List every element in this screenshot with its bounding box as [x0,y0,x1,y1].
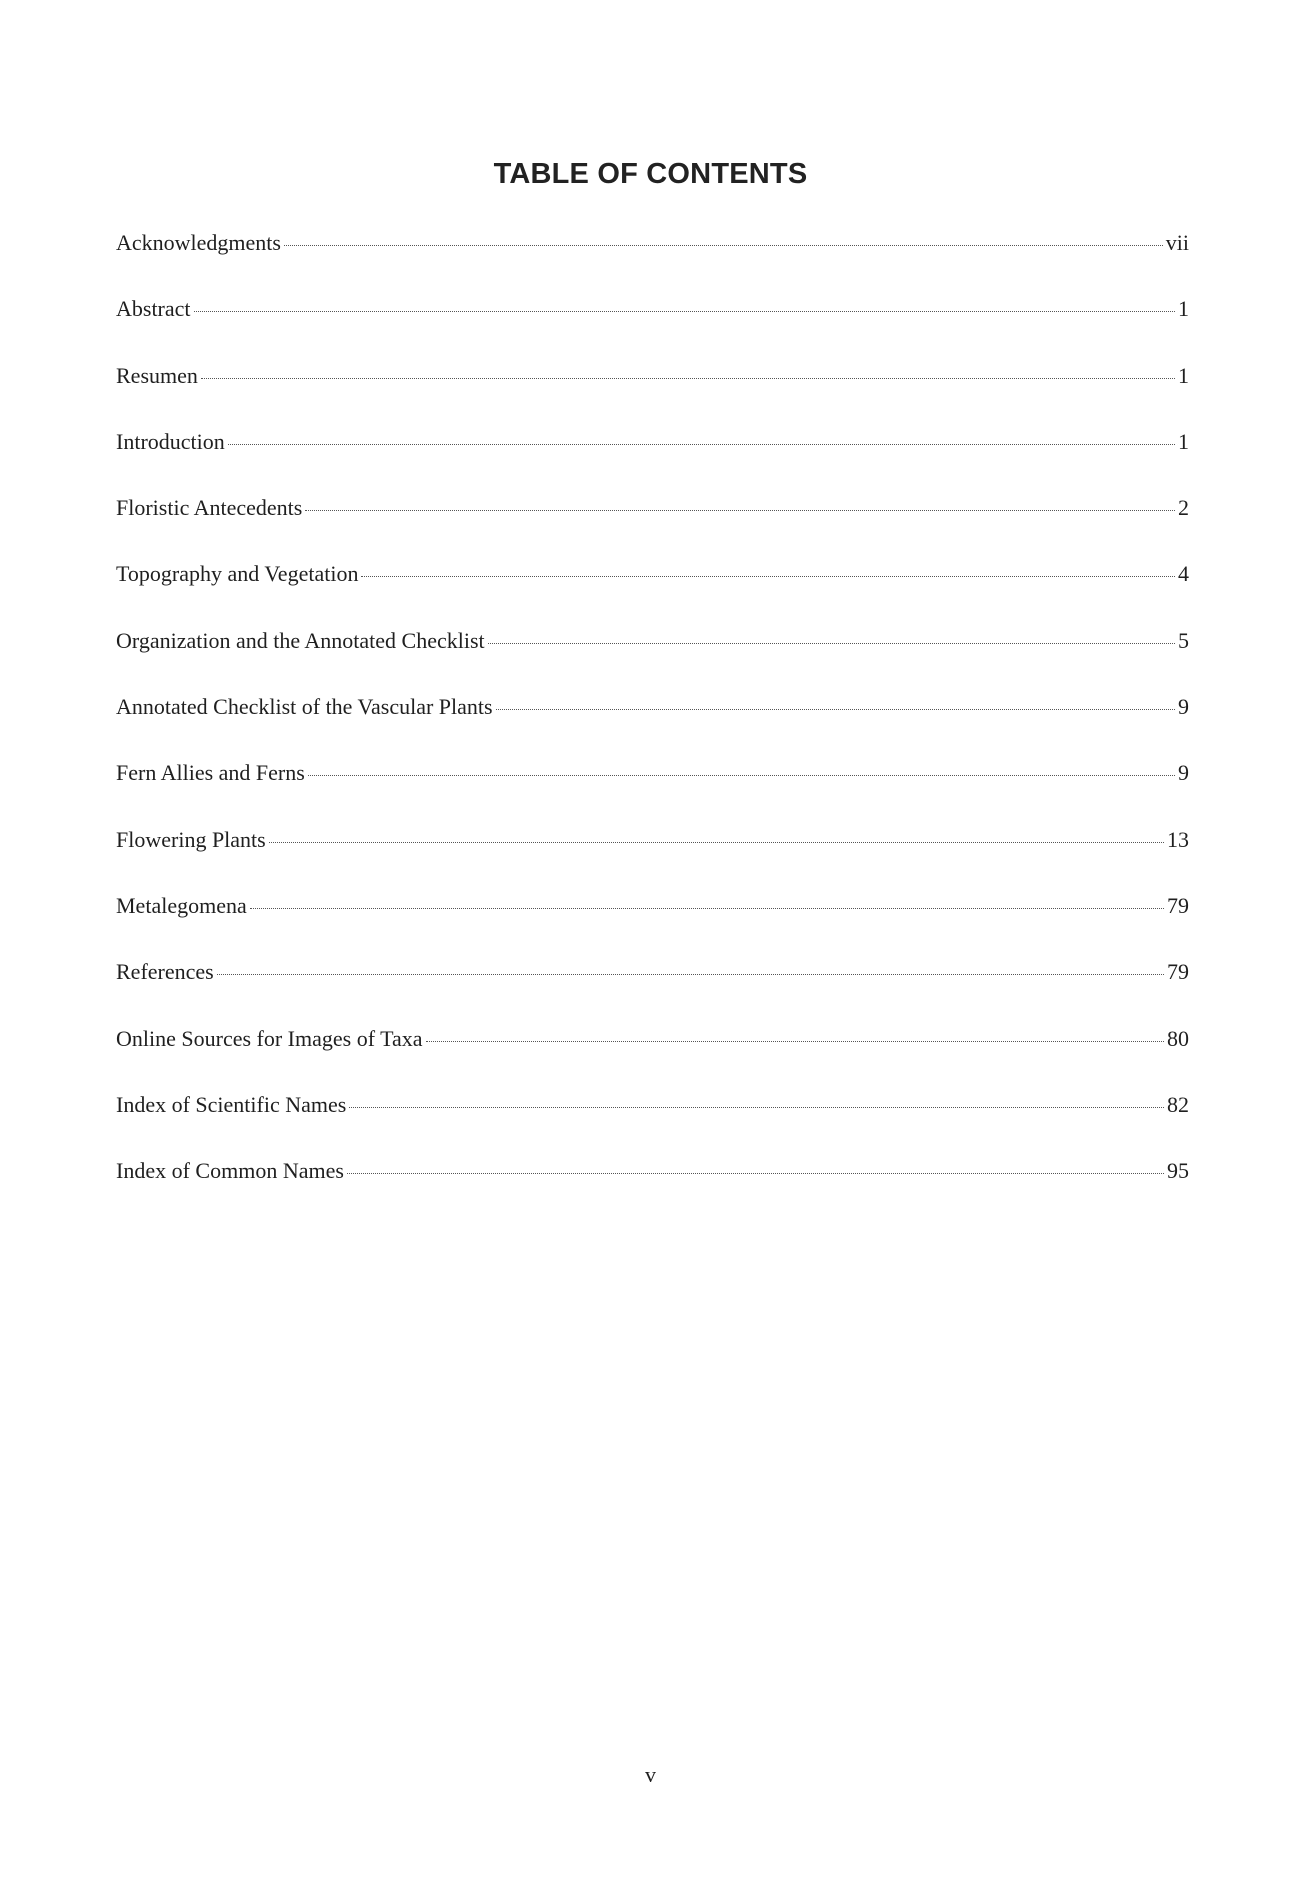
toc-entry-page: 5 [1178,627,1189,653]
toc-entry [116,628,1189,694]
dot-leader [194,311,1175,312]
toc-entry-page: 2 [1178,495,1189,521]
toc-entry-page: 80 [1167,1025,1189,1051]
toc-entry [116,1026,1189,1092]
toc-entry-label: Metalegomena [116,892,247,918]
toc-entry-label: Topography and Vegetation [116,561,359,587]
dot-leader [269,842,1164,843]
dot-leader [305,510,1175,511]
toc-list [116,230,1189,1224]
toc-entry-label: Fern Allies and Ferns [116,760,305,786]
dot-leader [308,775,1175,776]
toc-entry-page: 95 [1167,1158,1189,1184]
toc-entry-page: 9 [1178,760,1189,786]
toc-entry [116,495,1189,561]
dot-leader [426,1041,1164,1042]
toc-entry-label: Flowering Plants [116,826,266,852]
toc-entry [116,429,1189,495]
toc-entry-label: Annotated Checklist of the Vascular Plants [116,694,493,720]
toc-entry [116,959,1189,1025]
dot-leader [228,444,1175,445]
toc-entry-label: References [116,959,214,985]
dot-leader [349,1107,1164,1108]
toc-entry [116,1158,1189,1224]
dot-leader [496,709,1175,710]
toc-entry-label: Floristic Antecedents [116,495,303,521]
toc-entry [116,694,1189,760]
toc-entry-label: Introduction [116,428,225,454]
dot-leader [284,245,1163,246]
toc-entry-page: 1 [1178,296,1189,322]
toc-entry [116,363,1189,429]
page-title: TABLE OF CONTENTS [493,158,808,190]
toc-entry [116,760,1189,826]
toc-entry-page: 82 [1167,1091,1189,1117]
toc-entry-page: vii [1165,230,1189,255]
toc-entry-label: Organization and the Annotated Checklist [116,627,485,653]
toc-entry-label: Online Sources for Images of Taxa [116,1025,423,1051]
toc-entry-label: Index of Scientific Names [116,1091,347,1117]
toc-entry-label: Resumen [116,362,198,388]
toc-entry [116,893,1189,959]
dot-leader [201,378,1175,379]
toc-entry [116,561,1189,627]
dot-leader [347,1173,1164,1174]
toc-entry-page: 4 [1178,561,1189,587]
toc-entry-page: 79 [1167,959,1189,985]
toc-entry [116,296,1189,362]
toc-entry [116,230,1189,296]
dot-leader [217,974,1164,975]
dot-leader [361,576,1175,577]
toc-entry [116,1092,1189,1158]
dot-leader [488,643,1175,644]
toc-entry-page: 13 [1167,826,1189,852]
toc-entry-page: 9 [1178,694,1189,720]
toc-entry-label: Acknowledgments [116,230,281,255]
page-number: v [645,1762,656,1787]
toc-entry-label: Index of Common Names [116,1158,344,1184]
toc-entry-page: 79 [1167,892,1189,918]
toc-entry-page: 1 [1178,362,1189,388]
toc-entry-label: Abstract [116,296,191,322]
toc-entry-page: 1 [1178,428,1189,454]
dot-leader [250,908,1164,909]
toc-entry [116,827,1189,893]
